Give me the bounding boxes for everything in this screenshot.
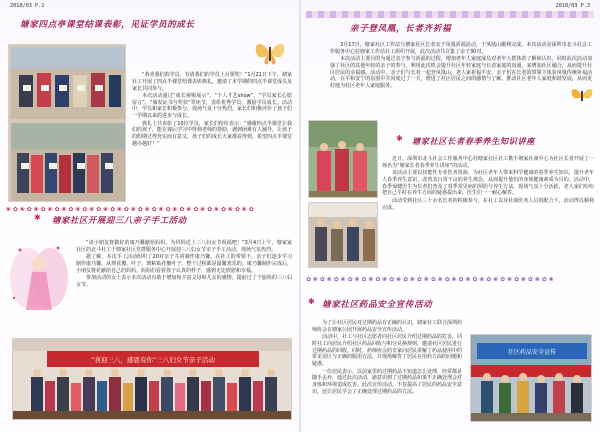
article-4-paragraph: 活动受到社区三十余名长者的积极参与，在社工以及社康医务人员的配合下，活动得以顺利完成。 xyxy=(382,197,594,211)
article-4-title: 塘家社区长者春季养生知识讲座 xyxy=(412,136,536,146)
article-3-title: 亲子登凤凰，长者齐祈福 xyxy=(350,24,452,34)
flower-divider-icon: ❀ ✿ ❀ ✿ ❀ ✿ ❀ ✿ ❀ ✿ ❀ ✿ ❀ ✿ ❀ ✿ ❀ ✿ ❀ ✿ ❀ ✿ ❀ ✿ ❀ ✿ ❀ ✿ ❀ ✿ ❀ ✿ ❀ ✿ ❀ ✿ xyxy=(6,206,254,213)
article-3-body xyxy=(330,42,592,91)
article-3-photo xyxy=(308,120,378,198)
article-4-paragraph: 该活动主要以技能性专业医务资源，为社区老年人带来科学健康的春季养生知识，提升老年人春季养生意识，改善其日常不良的养生观念，从而提升他们的身体健康素质为目的。活动中，春季保健医生为长者们普及了春季常见病的预防与养生方法，现场气氛十分活跃，老人家们纷纷把自己平时在养生方面的疑惑提出来，医生们一一耐心解答。 xyxy=(382,170,594,197)
star-icon: ✱ xyxy=(308,297,315,306)
photo-banner-text: “喜迎三八，感恩有你”三八妇女节亲子活动 xyxy=(91,356,215,364)
flower-divider-icon: ✿ ❀ ✿ ❀ ✿ ❀ ✿ ❀ ✿ ❀ ✿ ❀ ✿ ❀ ✿ ❀ ✿ ❀ ✿ ❀ ✿ ❀ ✿ ❀ ✿ ❀ ✿ ❀ ✿ ❀ ✿ ❀ ✿ ❀ ✿ ❀ xyxy=(306,276,554,283)
article-5-paragraph: 为了让社区居民对过期药品有正确的认识，塘家社工联合深圳药师协会在塘家公园开展药品安全宣传活动。 xyxy=(312,320,463,333)
article-2-body xyxy=(76,240,292,289)
article-5-paragraph: 活动中，社工与社区志愿者向社区居民介绍过期药品的危害，同时社工向居民介绍社区药品回收与积分兑换规则，邀请社区居民进行过期药品的回收。同时，药师协会的专家向居民讲解了药品使用中的常见误区与正确的服用方法，并现场解答了居民在用药方面的问题和疑惑。 xyxy=(312,334,463,368)
fairy-icon xyxy=(8,238,70,324)
article-2-paragraph: 据了解，本次手工活动组织了20对亲子共同制作康乃馨，在社工的带领下，亲子们逐步学习制作康乃馨，从剪花瓣、叶子，到粘贴花瓣叶子，整个过程都是温馨欢乐的。康乃馨制作完成后，小朋友将花献给自己的妈妈，妈妈们看着孩子认真的样子，感到无比欣慰和幸福。 xyxy=(76,254,292,274)
photo-banner-text: 社区药品安全宣传 xyxy=(507,349,557,356)
article-5-photo xyxy=(470,334,592,422)
star-icon: ✱ xyxy=(396,134,403,143)
article-5-title: 塘家社区药品安全宣传活动 xyxy=(322,300,433,310)
article-1-paragraph: 本次活动通过“成长视频展示”、“个人才艺show”、“学员家长心愿留言”、“颁发证书与奖状”等环节，表彰优秀学员，激励学员成长。活动中，学员和家长积极参与，现场气氛十分热烈，家长们积极评价了孩子们一学期以来的进步与成长。 xyxy=(132,92,293,120)
decorative-stripe xyxy=(306,11,594,18)
page-number-right: 2018/03 P.3 xyxy=(555,3,590,9)
page-number-left: 2018/03 P.2 xyxy=(10,3,45,9)
right-page xyxy=(300,0,600,432)
article-2-paragraph: 参加活动的女士表示本次活动有助于增加和丰富父母和儿女的感情，提前过了个愉快的三八妇女节。 xyxy=(76,274,292,288)
article-1-photo-collage xyxy=(8,44,126,202)
article-2-title: 塘家社区开展迎三八亲子手工活动 xyxy=(52,215,187,225)
butterfly-icon xyxy=(570,86,594,106)
butterfly-icon xyxy=(252,38,288,68)
article-2-paragraph: “请小朋友将做好的康乃馨献给妈妈，为妈妈送上三八妇女节祝福吧！”3月4日上午，塘家家社区的北斗社工于塘家社区党群服务中心开展迎三八妇女节亲子手工活动，现场气氛热烈。 xyxy=(76,240,292,253)
article-2-group-photo xyxy=(12,338,292,420)
article-3-paragraph: 本次活动主要目的为通过亲子参与祈福的过程，增加老年人家庭成员对老年人群体的了解和认识，同时此次活动加强了社区的其他年轻的亲子的参与，利用此次机会提升社区年轻家庭与长者家庭的沟通，来增加社区融合，从而提升社区居民的幸福感。活动中，亲子们与长者一起登凤凰山，老人家祈福平安，亲子们在长者的带领下体验凤凰传统祈福活动，在平和安宁的氛围中共同度过了一天，增进了社区居民之间的感情与了解。推动社区老年人家庭和谐发展，从而更好地为社区老年人家庭服务。 xyxy=(330,56,592,90)
article-5-body xyxy=(312,320,462,396)
article-3-paragraph: 3月17日，塘家社区工作站与塘家社区长者亲子凤凰祈福活动，于凤凰山顺利完成。本次活动是深圳市北斗社会工作服务中心驻塘家工作站社工组织开展，此次活动共召集了亲子30对。 xyxy=(330,42,592,55)
article-1-paragraph: 典礼上共表彰了10位学员，家长们纷纷表示：“感谢四点半课堂让我们的孩子，能在课后学习中得到老师的帮助，遇到困难有人辅导，让孩子的假期过得充实而有意义，孩子们的成长大家都看得到，希望四点半课堂越办越好！” xyxy=(132,120,293,147)
article-4-paragraph: 近日，深圳市北斗社会工作服务中心驻塘家社区社工携手塘家社康中心为社区长者开展了一场名为“塘家长者春季养生讲座”的活动。 xyxy=(382,156,594,169)
article-1-paragraph: “恭喜我们的学员，有请我们的学员上台领奖！”1月21日下午，塘家社工开展了四点半课堂结课表彰典礼，邀请了本学期的四点半课堂成员及家长共同参与。 xyxy=(132,72,293,92)
article-1-body xyxy=(132,72,292,148)
article-4-photo xyxy=(308,202,378,268)
article-4-body xyxy=(382,156,594,212)
article-1-title: 塘家四点亭课堂结课表彰，见证学员的成长 xyxy=(20,20,195,30)
article-5-paragraph: 一位居民表示，以前家里的过期药品不知道怎么处理，经常都是随手丢弃，通过此次活动，她意识到了过期药品如果不正确处理会对身体和环境造成危害。此次宣传活动，不仅提高了居民的药品安全意识，还让居民学会了正确处理过期药品的方法。 xyxy=(312,368,463,395)
star-icon: ✱ xyxy=(34,213,41,222)
